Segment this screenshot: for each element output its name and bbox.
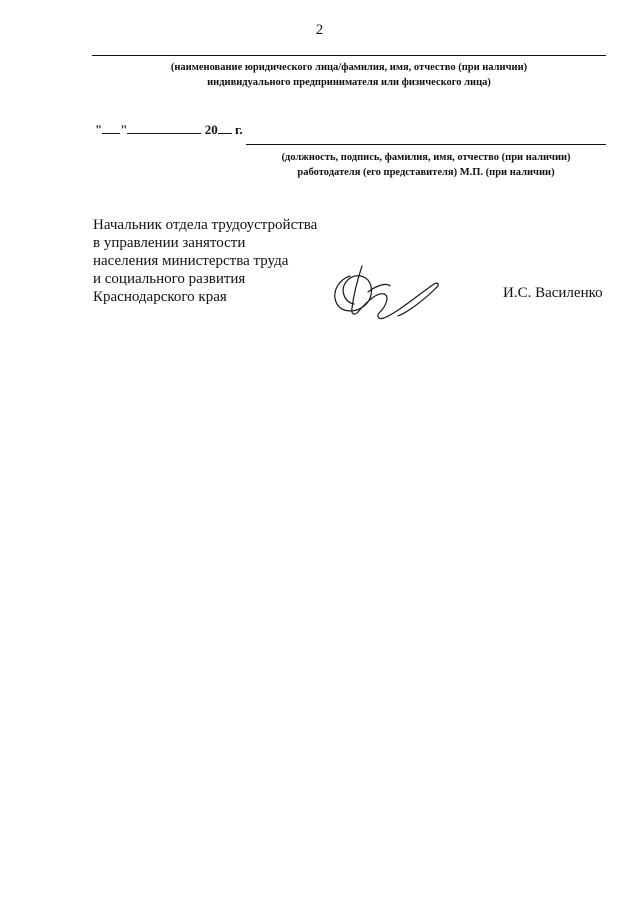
entity-name-line — [92, 55, 606, 56]
position-line: в управлении занятости — [93, 235, 246, 251]
date-open-quote: " — [95, 122, 103, 137]
month-blank — [127, 122, 201, 134]
day-blank — [102, 122, 120, 134]
employer-caption — [246, 150, 606, 180]
entity-caption-line2: индивидуального предпринимателя или физического лица) — [207, 77, 491, 88]
entity-caption-line1: (наименование юридического лица/фамилия, имя, отчество (при наличии) — [170, 62, 528, 73]
entity-caption — [92, 60, 606, 90]
employer-caption-line1: (должность, подпись, фамилия, имя, отчество (при наличии) — [281, 152, 571, 163]
year-prefix: 20 — [204, 122, 218, 137]
signatory-position — [93, 216, 317, 306]
handwritten-signature — [328, 262, 448, 328]
employer-caption-line2: работодателя (его представителя) М.П. (при наличии) — [297, 167, 555, 178]
year-blank — [218, 122, 232, 134]
position-line: Краснодарского края — [93, 289, 227, 305]
year-suffix: г. — [234, 122, 243, 137]
date-close-quote: " — [120, 122, 128, 137]
signatory-name: И.С. Василенко — [503, 285, 603, 301]
position-line: Начальник отдела трудоустройства — [93, 217, 318, 233]
date-field — [95, 122, 243, 138]
employer-signature-line — [246, 144, 606, 145]
position-line: и социального развития — [93, 271, 246, 287]
position-line: населения министерства труда — [93, 253, 289, 269]
page-number: 2 — [315, 22, 324, 38]
